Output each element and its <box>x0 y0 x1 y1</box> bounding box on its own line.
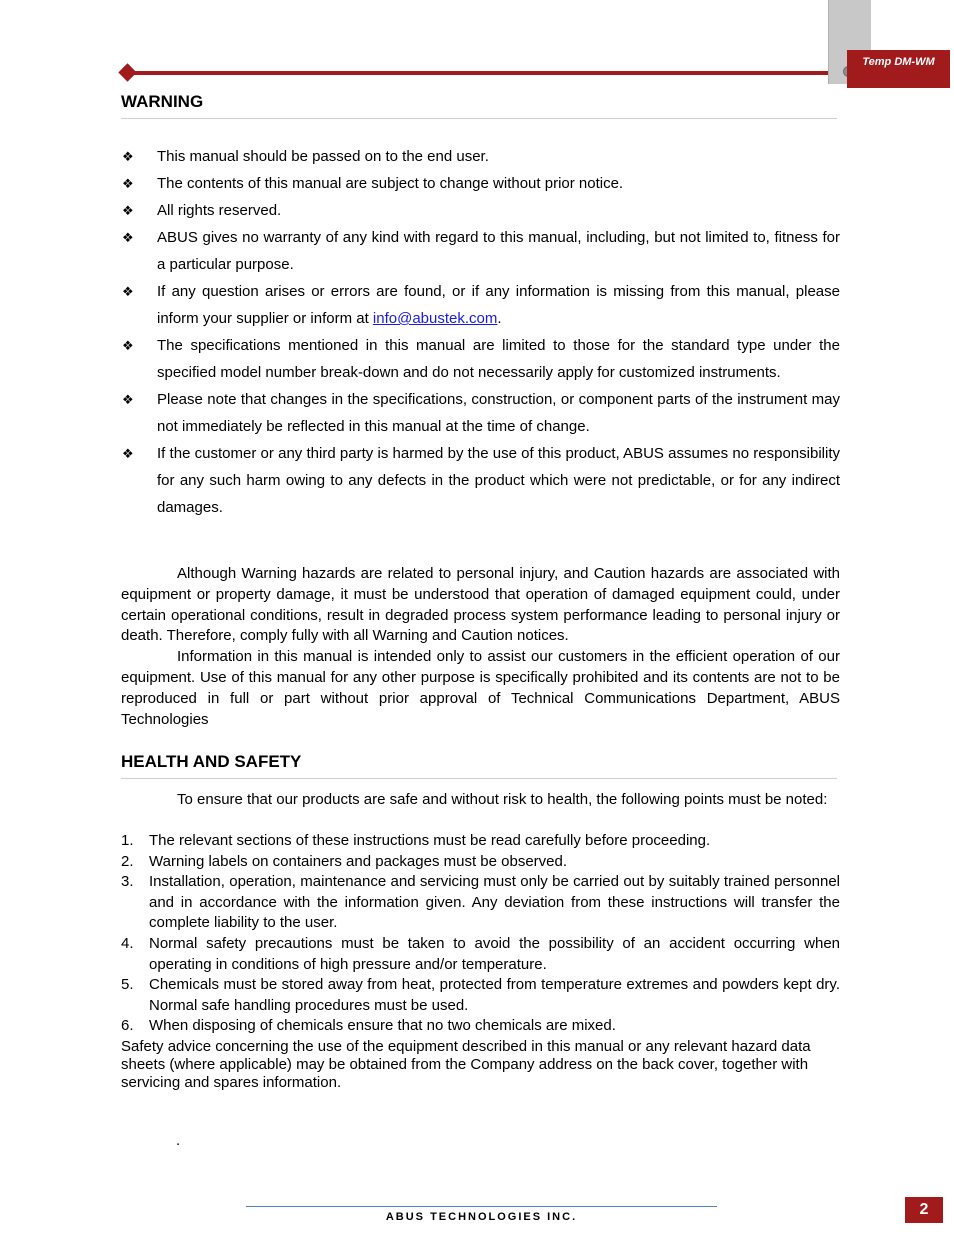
health-safety-heading: HEALTH AND SAFETY <box>121 752 302 771</box>
warning-paragraphs <box>121 564 840 730</box>
list-item: 6. When disposing of chemicals ensure that no two chemicals are mixed. <box>121 1017 616 1035</box>
health-intro: To ensure that our products are safe and without risk to health, the following points must be noted: <box>177 791 828 808</box>
list-item: ❖ ABUS gives no warranty of any kind with regard to this manual, including, but not limited to, fitness for a particular purpose. <box>121 224 840 278</box>
footer-company-name: ABUS TECHNOLOGIES INC. <box>385 1211 578 1223</box>
diamond-bullet-icon: ❖ <box>122 203 134 218</box>
email-link[interactable]: info@abustek.com <box>372 310 498 327</box>
diamond-bullet-icon: ❖ <box>122 446 134 461</box>
list-item: 3. Installation, operation, maintenance and servicing must only be carried out by suitably trained personnel and in accordance with the information given. Any deviation from these instructions will transfer the complete liability to the user. <box>121 873 840 932</box>
diamond-bullet-icon: ❖ <box>122 392 134 407</box>
diamond-bullet-icon: ❖ <box>122 338 134 353</box>
list-item: 2. Warning labels on containers and packages must be observed. <box>121 852 568 870</box>
warning-bullet-list <box>121 143 840 521</box>
health-heading-rule <box>121 778 837 779</box>
list-item: ❖ Please note that changes in the specifications, construction, or component parts of the instrument may not immediately be reflected in this manual at the time of change. <box>121 386 840 440</box>
warning-heading: WARNING <box>121 92 204 111</box>
list-item: ❖ This manual should be passed on to the end user. <box>121 143 840 170</box>
warning-paragraph: Information in this manual is intended only to assist our customers in the efficient operation of our equipment. Use of this manual for any other purpose is specifically prohibited and its contents are not to be reproduced in full or part without prior approval of Technical Communications Department, ABUS Technologies <box>121 648 840 728</box>
diamond-bullet-icon: ❖ <box>122 149 134 164</box>
header-rule <box>128 71 828 75</box>
warning-heading-rule <box>121 118 837 119</box>
warning-paragraph: Although Warning hazards are related to personal injury, and Caution hazards are associated with equipment or property damage, it must be understood that operation of damaged equipment could, under certain operational conditions, result in degraded process system performance leading to personal injury or death. Therefore, comply fully with all Warning and Caution notices. <box>121 565 840 645</box>
diamond-bullet-icon: ❖ <box>122 176 134 191</box>
health-numbered-list <box>121 831 840 1037</box>
footer-rule <box>246 1206 717 1207</box>
list-item: ❖ The specifications mentioned in this manual are limited to those for the standard type under the specified model number break-down and do not necessarily apply for customized instruments. <box>121 332 840 386</box>
list-item: ❖ All rights reserved. <box>121 197 840 224</box>
safety-advice-note: Safety advice concerning the use of the equipment described in this manual or any relevant hazard data sheets (where applicable) may be obtained from the Company address on the back cover, together with servicing and spares information. <box>121 1038 811 1091</box>
diamond-bullet-icon: ❖ <box>122 230 134 245</box>
list-item: ❖ If any question arises or errors are found, or if any information is missing from this manual, please inform your supplier or inform at info@abustek.com. <box>121 278 840 332</box>
list-item: 5. Chemicals must be stored away from heat, protected from temperature extremes and powders kept dry. Normal safe handling procedures must be used. <box>121 976 840 1014</box>
list-item: 4. Normal safety precautions must be taken to avoid the possibility of an accident occurring when operating in conditions of high pressure and/or temperature. <box>121 934 840 973</box>
list-item: ❖ If the customer or any third party is harmed by the use of this product, ABUS assumes no responsibility for any such harm owing to any defects in the product which were not predictable, or for any indirect damages. <box>121 440 840 521</box>
list-item: ❖ The contents of this manual are subject to change without prior notice. <box>121 170 840 197</box>
stray-period: . <box>176 1132 181 1149</box>
list-item: 1. The relevant sections of these instructions must be read carefully before proceeding. <box>121 832 711 849</box>
page-number: 2 <box>905 1197 943 1223</box>
header-diamond-icon <box>118 63 136 81</box>
diamond-bullet-icon: ❖ <box>122 284 134 299</box>
product-tab-label: Temp DM-WM <box>847 50 950 88</box>
